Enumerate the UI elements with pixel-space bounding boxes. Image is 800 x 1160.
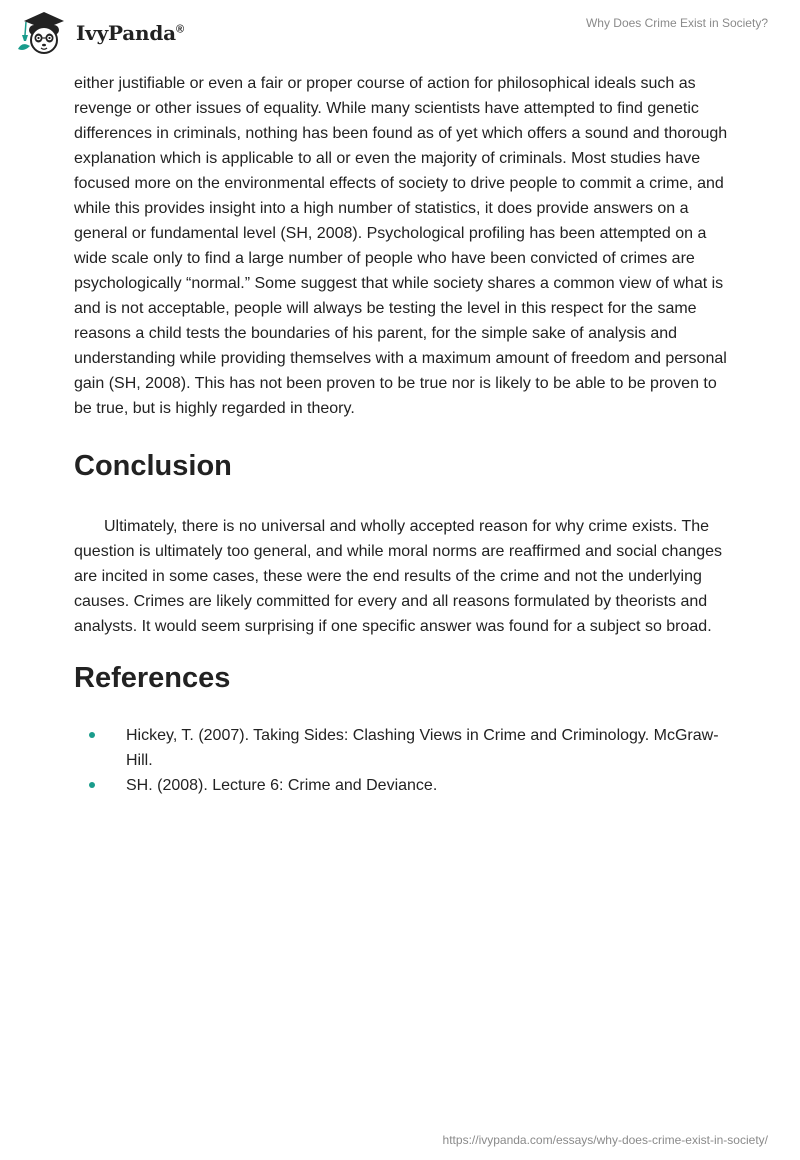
conclusion-heading: Conclusion	[74, 450, 232, 482]
logo-text: IvyPanda	[76, 21, 176, 45]
bullet-icon	[89, 732, 95, 738]
page-header	[0, 0, 800, 64]
logo-wordmark	[76, 21, 184, 45]
registered-mark: ®	[175, 23, 184, 36]
reference-item	[74, 773, 734, 798]
conclusion-paragraph: Ultimately, there is no universal and wholly accepted reason for why crime exists. The question is ultimately too general, and while moral norms are reaffirmed and social changes are incited in some cases, these were the end results of the crime and not the underlying causes. Crimes are likely committed for every and all reasons formulated by theorists and analysts. It would seem surprising if one specific answer was found for a subject so broad.	[74, 518, 723, 635]
panda-graduation-cap-icon	[14, 8, 74, 56]
reference-text: SH. (2008). Lecture 6: Crime and Deviance.	[126, 777, 438, 794]
references-heading: References	[74, 662, 231, 694]
references-list	[74, 723, 734, 798]
source-url[interactable]: https://ivypanda.com/essays/why-does-crime-exist-in-society/	[442, 1133, 768, 1147]
body-paragraph: either justifiable or even a fair or proper course of action for philosophical ideals such as revenge or other issues of equality. While many scientists have attempted to find genetic differences in criminals, nothing has been found as of yet which offers a sound and thorough explanation which is applicable to all or even the majority of criminals. Most studies have focused more on the environmental effects of society to drive people to commit a crime, and while this provides insight into a high number of statistics, it does provide answers on a general or fundamental level (SH, 2008). Psychological profiling has been attempted on a wide scale only to find a large number of people who have been convicted of crimes are psychologically “normal.” Some suggest that while society shares a common view of what is and is not acceptable, people will always be testing the level in this respect for the same reasons a child tests the boundaries of his parent, for the simple sake of analysis and understanding while providing themselves with a maximum amount of freedom and personal gain (SH, 2008). This has not been proven to be true nor is likely to be able to be proven to be true, but is highly regarded in theory.	[74, 75, 728, 417]
reference-item	[74, 723, 734, 773]
essay-content	[74, 71, 734, 798]
reference-text: Hickey, T. (2007). Taking Sides: Clashing Views in Crime and Criminology. McGraw-Hill.	[126, 727, 719, 769]
bullet-icon	[89, 782, 95, 788]
document-title: Why Does Crime Exist in Society?	[585, 16, 768, 30]
ivypanda-logo[interactable]	[14, 8, 184, 56]
